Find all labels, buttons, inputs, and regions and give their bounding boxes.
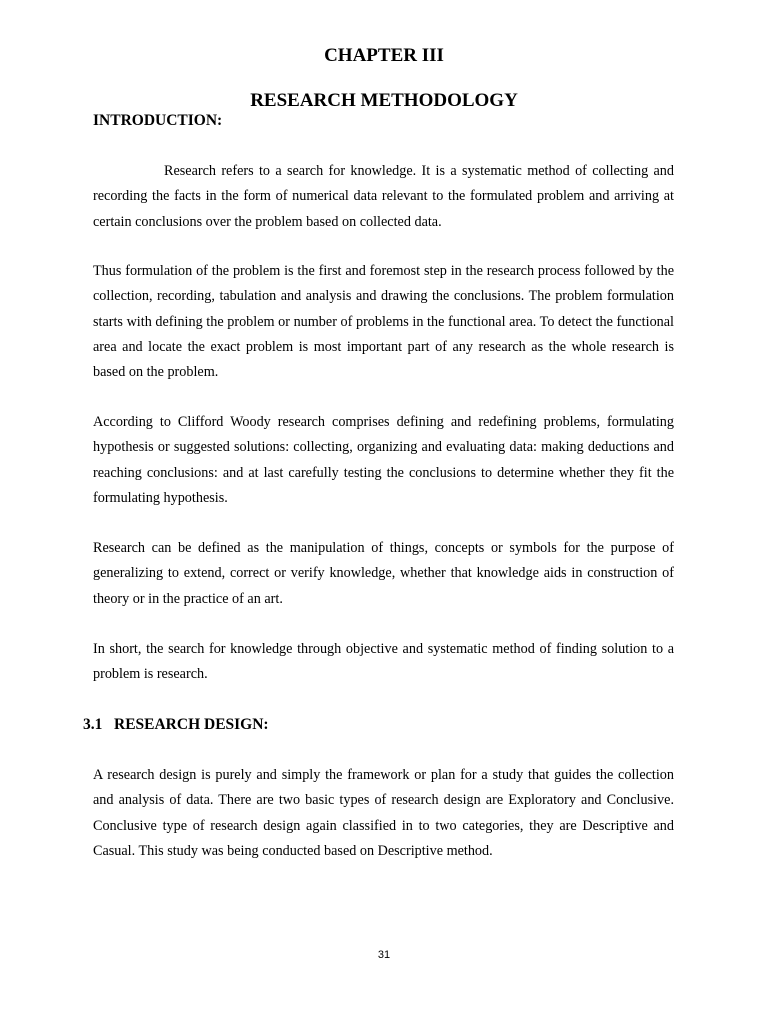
page-number: 31 [377,949,391,961]
intro-paragraph-4: Research can be defined as the manipulation of things, concepts or symbols for the purpose of generalizing to extend, correct or verify knowledge, whether that knowledge aids in construction of theory or in the practice of an art. [93,540,674,607]
research-design-heading: 3.1 RESEARCH DESIGN: [83,716,269,733]
intro-paragraph-5: In short, the search for knowledge through objective and systematic method of finding solution to a problem is research. [93,641,674,683]
intro-paragraph-2: Thus formulation of the problem is the first and foremost step in the research process followed by the collection, recording, tabulation and analysis and drawing the conclusions. The problem formulation starts with defining the problem or number of problems in the functional area. To detect the functional area and locate the exact problem is most important part of any research as the whole research is based on the problem. [93,263,674,381]
intro-paragraph-1: Research refers to a search for knowledge. It is a systematic method of collecting and recording the facts in the form of numerical data relevant to the formulated problem and arriving at certain conclusions over the problem based on collected data. [93,163,674,230]
introduction-heading: INTRODUCTION: [93,112,223,129]
chapter-title: CHAPTER III [324,45,444,66]
section-title: RESEARCH METHODOLOGY [250,90,518,111]
research-design-paragraph: A research design is purely and simply the framework or plan for a study that guides the collection and analysis of data. There are two basic types of research design are Exploratory and Conclusive. Conclusive type of research design again classified in to two categories, they are Descriptive and Casual. This study was being conducted based on Descriptive method. [93,767,674,859]
intro-paragraph-3: According to Clifford Woody research comprises defining and redefining problems, formulating hypothesis or suggested solutions: collecting, organizing and evaluating data: making deductions and reaching conclusions: and at last carefully testing the conclusions to determine whether they fit the formulating hypothesis. [93,414,674,506]
